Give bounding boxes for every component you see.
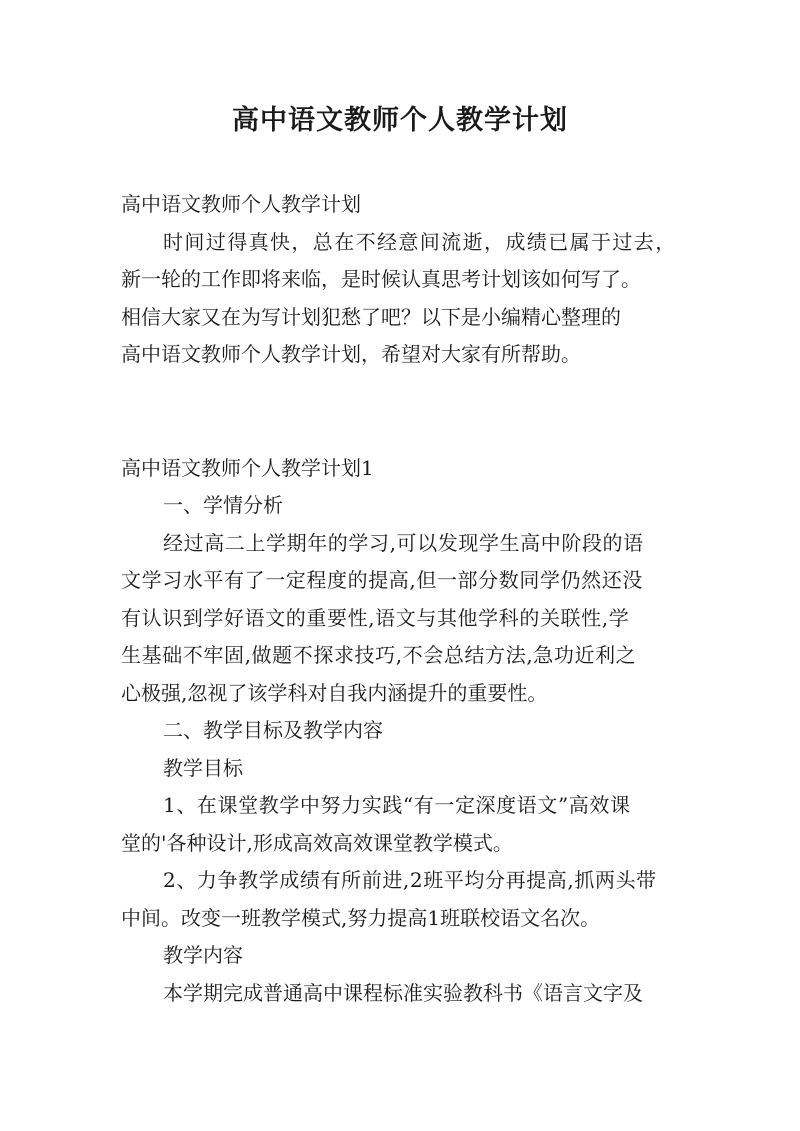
- analysis-paragraph-line: 生基础不牢固,做题不探求技巧,不会总结方法,急功近利之: [121, 643, 637, 667]
- goal-1-line: 堂的'各种设计,形成高效高效课堂教学模式。: [121, 830, 513, 855]
- analysis-paragraph-line: 心极强,忽视了该学科对自我内涵提升的重要性。: [121, 680, 548, 705]
- intro-paragraph-line: 高中语文教师个人教学计划，希望对大家有所帮助。: [121, 342, 581, 366]
- section-spacer: [121, 374, 701, 450]
- subsection-heading-goals-content: 二、教学目标及教学内容: [163, 718, 383, 742]
- analysis-paragraph-line: 有认识到学好语文的重要性,语文与其他学科的关联性,学: [121, 605, 630, 630]
- goal-2-line: 2、力争教学成绩有所前进,2班平均分再提高,抓两头带: [163, 868, 657, 892]
- intro-paragraph-line: 新一轮的工作即将来临，是时候认真思考计划该如何写了。: [121, 267, 641, 291]
- content-paragraph-line: 本学期完成普通高中课程标准实验教科书《语言文字及: [163, 980, 643, 1005]
- document-title: 高中语文教师个人教学计划: [232, 105, 568, 136]
- intro-heading: 高中语文教师个人教学计划: [121, 192, 361, 216]
- content-heading: 教学内容: [163, 943, 243, 967]
- goal-1-line: 1、在课堂教学中努力实践“有一定深度语文”高效课: [163, 793, 631, 817]
- analysis-paragraph-line: 经过高二上学期年的学习,可以发现学生高中阶段的语: [163, 530, 644, 555]
- document-body: [121, 186, 701, 1012]
- intro-paragraph-line: 相信大家又在为写计划犯愁了吧？以下是小编精心整理的: [121, 304, 621, 329]
- goal-2-line: 中间。改变一班教学模式,努力提高1班联校语文名次。: [121, 905, 601, 930]
- section-heading: 高中语文教师个人教学计划1: [121, 455, 374, 480]
- goals-heading: 教学目标: [163, 755, 243, 780]
- intro-paragraph-line: 时间过得真快，总在不经意间流逝，成绩已属于过去，: [163, 229, 677, 254]
- subsection-heading-analysis: 一、学情分析: [163, 493, 283, 517]
- analysis-paragraph-line: 文学习水平有了一定程度的提高,但一部分数同学仍然还没: [121, 568, 643, 592]
